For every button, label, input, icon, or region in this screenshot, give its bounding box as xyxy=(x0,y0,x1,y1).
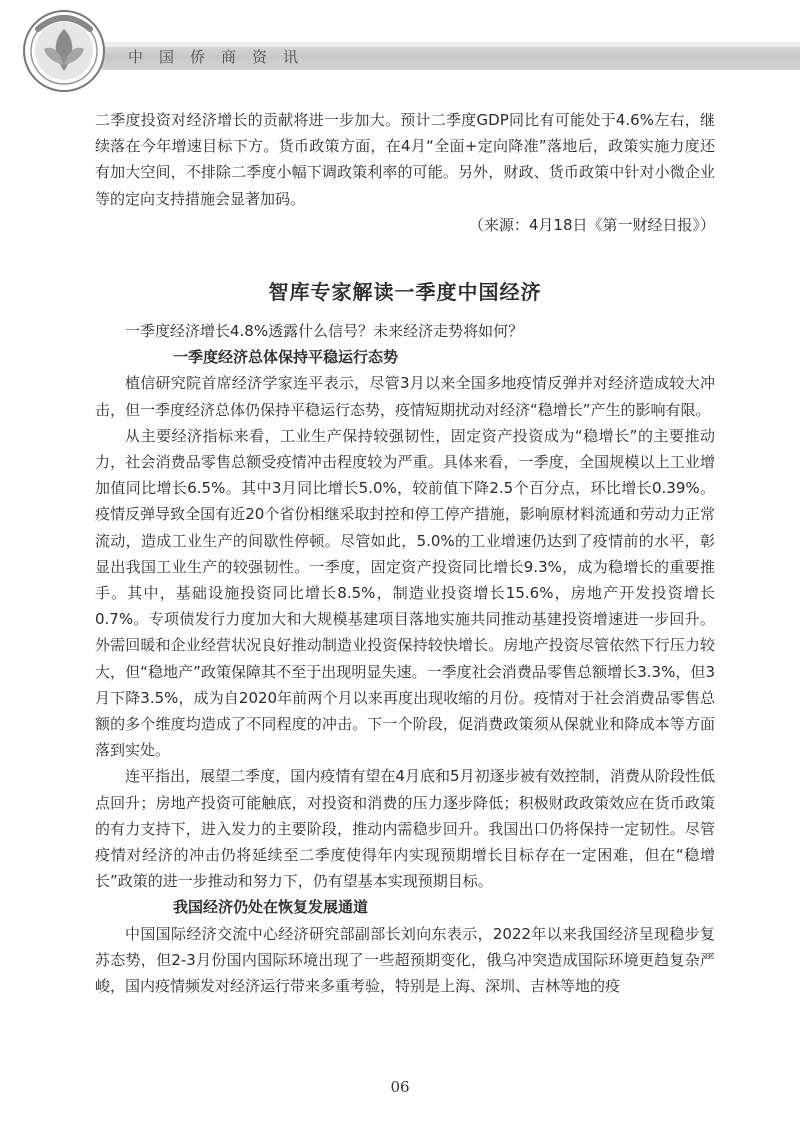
article-title: 智库专家解读一季度中国经济 xyxy=(268,280,542,305)
paragraph: 连平指出，展望二季度，国内疫情有望在4月底和5月初逐步被有效控制，消费从阶段性低点回升；房地产投资可能触底，对投资和消费的压力逐步降低；积极财政政策效应在货币政策的有力支持下，进入发力的主要阶段，推动内需稳步回升。我国出口仍将保持一定韧性。尽管疫情对经济的冲击仍将延续至二季度使得年内实现预期增长目标存在一定困难，但在“稳增长”政策的进一步推动和努力下，仍有望基本实现预期目标。 xyxy=(95,767,715,891)
section-heading: 我国经济仍处在恢复发展通道 xyxy=(173,898,369,917)
intro-paragraph: 二季度投资对经济增长的贡献将进一步加大。预计二季度GDP同比有可能处于4.6%左右，继续落在今年增速目标下方。货币政策方面，在4月“全面+定向降准”落地后，政策实施力度还有加大空间，不排除二季度小幅下调政策利率的可能。另外，财政、货币政策中针对小微企业等的定向支持措施会显著加码。 xyxy=(95,111,715,208)
header-title: 中国侨商资讯 xyxy=(128,48,315,66)
section-heading: 一季度经济总体保持平稳运行态势 xyxy=(173,348,399,367)
article-lead: 一季度经济增长4.8%透露什么信号？未来经济走势将如何？ xyxy=(125,322,524,341)
paragraph: 植信研究院首席经济学家连平表示，尽管3月以来全国多地疫情反弹并对经济造成较大冲击，但一季度经济总体仍保持平稳运行态势，疫情短期扰动对经济“稳增长”产生的影响有限。 xyxy=(95,374,715,419)
page-number: 06 xyxy=(390,1078,410,1096)
paragraph: 从主要经济指标来看，工业生产保持较强韧性，固定资产投资成为“稳增长”的主要推动力，社会消费品零售总额受疫情冲击程度较为严重。具体来看，一季度，全国规模以上工业增加值同比增长6.5%。其中3月同比增长5.0%，较前值下降2.5个百分点，环比增长0.39%。疫情反弹导致全国有近20个省份相继采取封控和停工停产措施，影响原材料流通和劳动力正常流动，造成工业生产的间歇性停顿。尽管如此，5.0%的工业增速仍达到了疫情前的水平，彰显出我国工业生产的较强韧性。一季度，固定资产投资同比增长9.3%，成为稳增长的重要推手。其中，基础设施投资同比增长8.5%，制造业投资增长15.6%，房地产开发投资增长0.7%。专项债发行力度加大和大规模基建项目落地实施共同推动基建投资增速进一步回升。外需回暖和企业经营状况良好推动制造业投资保持较快增长。房地产投资尽管依然下行压力较大，但“稳地产”政策保障其不至于出现明显失速。一季度社会消费品零售总额增长3.3%，但3月下降3.5%，成为自2020年前两个月以来再度出现收缩的月份。疫情对于社会消费品零售总额的多个维度均造成了不同程度的冲击。下一个阶段，促消费政策须从保就业和降成本等方面落到实处。 xyxy=(95,426,715,760)
organization-logo xyxy=(14,5,124,95)
page-content xyxy=(95,107,715,999)
page-header xyxy=(0,0,800,100)
source-note: （来源：4月18日《第一财经日报》） xyxy=(468,215,715,234)
paragraph: 中国国际经济交流中心经济研究部副部长刘向东表示，2022年以来我国经济呈现稳步复苏态势，但2-3月份国内国际环境出现了一些超预期变化，俄乌冲突造成国际环境更趋复杂严峻，国内疫情频发对经济运行带来多重考验，特别是上海、深圳、吉林等地的疫 xyxy=(95,924,715,996)
